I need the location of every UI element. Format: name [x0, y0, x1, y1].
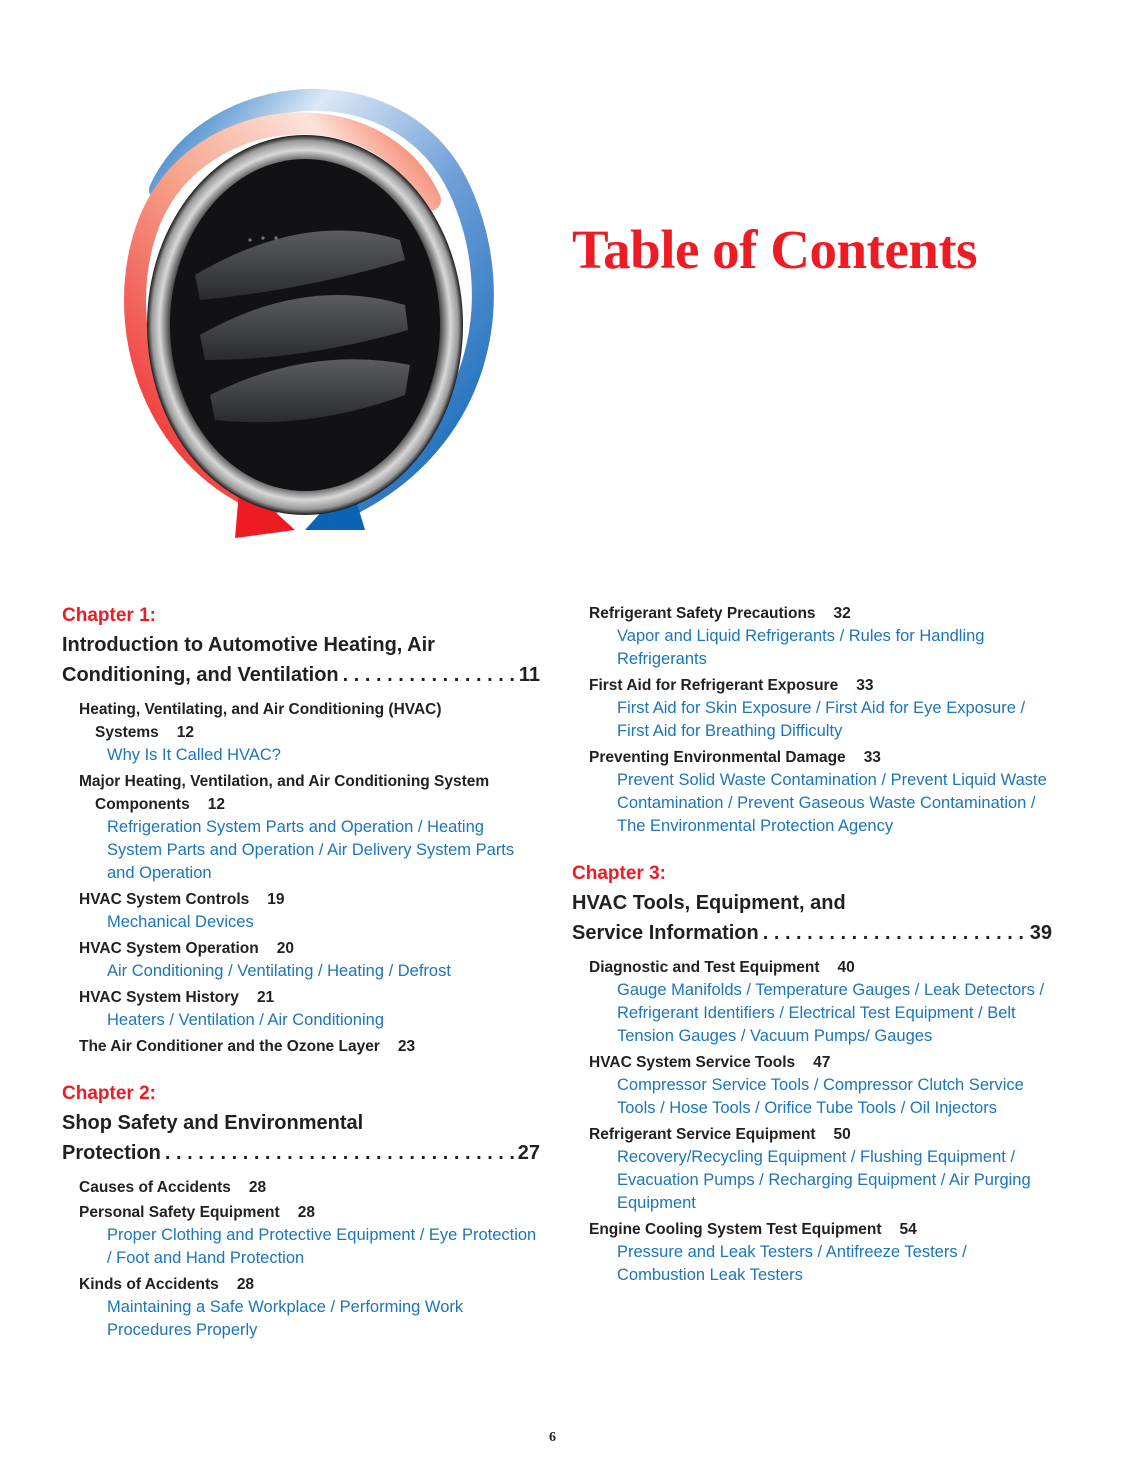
toc-section[interactable]: [79, 1201, 540, 1270]
dot-leader: [763, 918, 1026, 948]
chapter-title-link[interactable]: [62, 630, 540, 690]
section-subtopics: Why Is It Called HVAC?: [107, 746, 281, 764]
chapter-label: Chapter 1:: [62, 605, 156, 626]
section-page-number: 32: [833, 605, 851, 622]
continued-section-list: [572, 602, 1052, 838]
section-subtopics: Compressor Service Tools / Compressor Clutch Service Tools / Hose Tools / Orifice Tube Tools / Oil Injectors: [617, 1076, 1024, 1117]
section-subtopics: Proper Clothing and Protective Equipment / Eye Protection / Foot and Hand Protection: [107, 1226, 537, 1267]
toc-section[interactable]: [589, 1218, 1052, 1287]
section-page-number: 12: [207, 796, 225, 813]
toc-section[interactable]: [79, 1035, 540, 1058]
chapter-page-number: 27: [517, 1142, 540, 1164]
section-title: The Air Conditioner and the Ozone Layer: [79, 1038, 380, 1055]
section-subtopics: Prevent Solid Waste Contamination / Prevent Liquid Waste Contamination / Prevent Gaseous Waste Contamination / The Environmental Protection Agency: [617, 771, 1047, 835]
section-title: Engine Cooling System Test Equipment: [589, 1221, 882, 1238]
toc-right-column: [572, 602, 1052, 1309]
section-title: Refrigerant Service Equipment: [589, 1126, 816, 1143]
toc-section[interactable]: [79, 770, 540, 885]
toc-section[interactable]: [589, 1051, 1052, 1120]
section-page-number: 40: [837, 959, 855, 976]
section-title: Heating, Ventilating, and Air Conditioning (HVAC) Systems: [79, 701, 442, 741]
section-subtopics: Refrigeration System Parts and Operation / Heating System Parts and Operation / Air Delivery System Parts and Operation: [107, 818, 515, 882]
chapter-title-line: HVAC Tools, Equipment, and: [572, 892, 846, 914]
section-title: Major Heating, Ventilation, and Air Conditioning System Components: [79, 773, 490, 813]
section-subtopics: Vapor and Liquid Refrigerants / Rules for Handling Refrigerants: [617, 627, 985, 668]
chapter-page-number: 39: [1029, 922, 1052, 944]
section-page-number: 28: [297, 1204, 315, 1221]
section-page-number: 28: [248, 1179, 267, 1196]
section-page-number: 33: [863, 749, 881, 766]
section-title: First Aid for Refrigerant Exposure: [589, 677, 839, 694]
chapter-label: Chapter 3:: [572, 863, 666, 884]
section-title: Kinds of Accidents: [79, 1276, 219, 1293]
section-list: [62, 698, 540, 1058]
section-page-number: 20: [276, 940, 294, 957]
toc-section[interactable]: [79, 1176, 540, 1199]
chapter-page-number: 11: [518, 664, 540, 686]
section-subtopics: Gauge Manifolds / Temperature Gauges / Leak Detectors / Refrigerant Identifiers / Electrical Test Equipment / Belt Tension Gauges / Vacuum Pumps/ Gauges: [617, 981, 1045, 1045]
toc-section[interactable]: [79, 986, 540, 1032]
toc-section[interactable]: [79, 888, 540, 934]
section-title: Refrigerant Safety Precautions: [589, 605, 816, 622]
section-title: HVAC System Operation: [79, 940, 259, 957]
page-title: Table of Contents: [572, 219, 978, 280]
chapter-title-link[interactable]: [572, 888, 1052, 948]
section-title: HVAC System Controls: [79, 891, 250, 908]
section-title: Diagnostic and Test Equipment: [589, 959, 820, 976]
chapter-title-link[interactable]: [62, 1108, 540, 1168]
toc-section[interactable]: [79, 937, 540, 983]
section-title: HVAC System Service Tools: [589, 1054, 796, 1071]
chapter-title-line: Introduction to Automotive Heating, Air: [62, 634, 435, 656]
section-title: Personal Safety Equipment: [79, 1204, 280, 1221]
hero-air-vent-illustration: [100, 60, 520, 560]
air-vent-icon: [100, 60, 520, 560]
chapter-title-line: Conditioning, and Ventilation: [62, 664, 339, 686]
chapter-label: Chapter 2:: [62, 1083, 156, 1104]
section-list: [572, 956, 1052, 1287]
toc-section[interactable]: [79, 1273, 540, 1342]
section-title: Preventing Environmental Damage: [589, 749, 846, 766]
section-subtopics: Air Conditioning / Ventilating / Heating / Defrost: [107, 962, 451, 980]
section-subtopics: Pressure and Leak Testers / Antifreeze Testers / Combustion Leak Testers: [617, 1243, 967, 1284]
toc-section[interactable]: [589, 1123, 1052, 1215]
chapter-1: [62, 602, 540, 1058]
section-page-number: 12: [176, 724, 195, 741]
chapter-2: [62, 1080, 540, 1342]
section-page-number: 19: [267, 891, 285, 908]
chapter-3: [572, 860, 1052, 1287]
toc-section[interactable]: [79, 698, 540, 767]
toc-section[interactable]: [589, 746, 1052, 838]
section-page-number: 23: [397, 1038, 416, 1055]
section-list: [62, 1176, 540, 1342]
toc-left-column: [62, 602, 540, 1364]
dot-leader: [343, 660, 515, 690]
section-subtopics: Mechanical Devices: [107, 913, 254, 931]
section-subtopics: Heaters / Ventilation / Air Conditioning: [107, 1011, 384, 1029]
section-page-number: 33: [856, 677, 874, 694]
chapter-title-line: Shop Safety and Environmental: [62, 1112, 364, 1134]
chapter-title-line: Protection: [62, 1142, 161, 1164]
section-subtopics: Maintaining a Safe Workplace / Performing Work Procedures Properly: [107, 1298, 464, 1339]
toc-section[interactable]: [589, 602, 1052, 671]
section-page-number: 50: [833, 1126, 851, 1143]
section-page-number: 28: [236, 1276, 255, 1293]
section-subtopics: First Aid for Skin Exposure / First Aid for Eye Exposure / First Aid for Breathing Difficulty: [617, 699, 1026, 740]
section-page-number: 47: [813, 1054, 831, 1071]
chapter-title-line: Service Information: [572, 922, 759, 944]
dot-leader: [165, 1138, 514, 1168]
toc-section[interactable]: [589, 674, 1052, 743]
section-subtopics: Recovery/Recycling Equipment / Flushing Equipment / Evacuation Pumps / Recharging Equipment / Air Purging Equipment: [617, 1148, 1031, 1212]
page-number: 6: [549, 1430, 556, 1445]
section-page-number: 54: [899, 1221, 917, 1238]
section-title: Causes of Accidents: [79, 1179, 231, 1196]
section-page-number: 21: [256, 989, 275, 1006]
section-title: HVAC System History: [79, 989, 239, 1006]
toc-section[interactable]: [589, 956, 1052, 1048]
